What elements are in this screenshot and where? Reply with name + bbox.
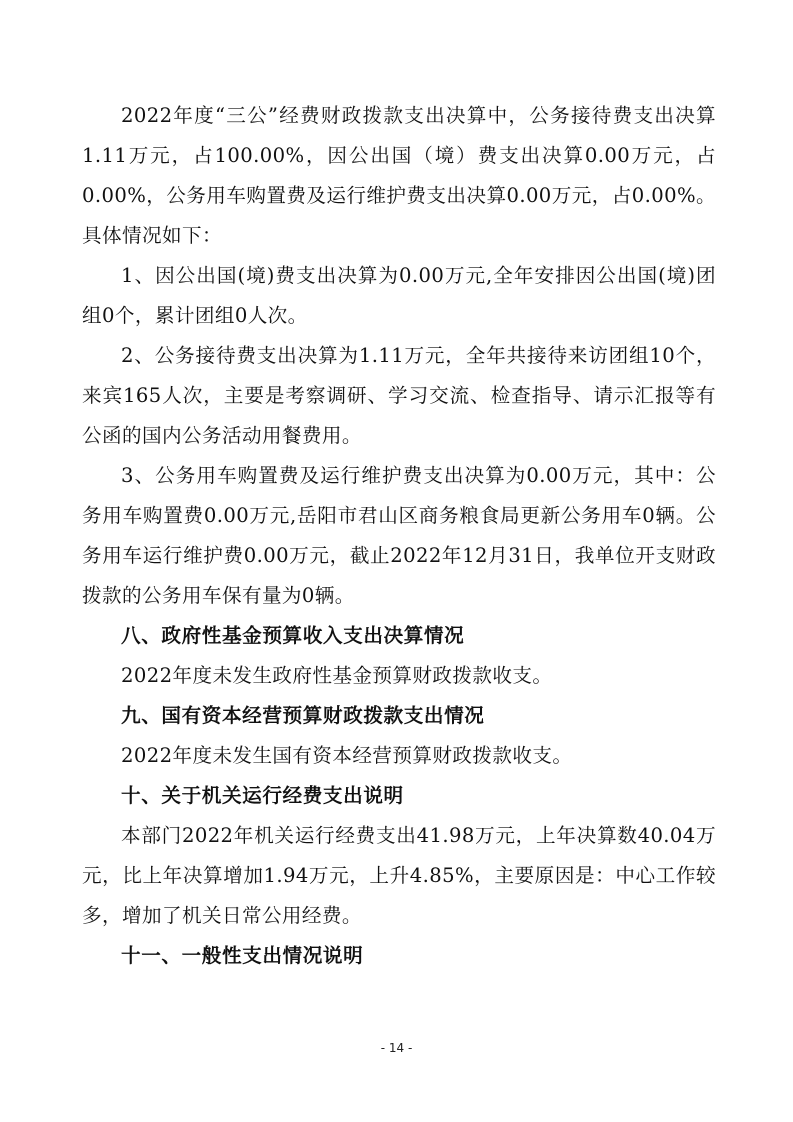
heading-section-8: 八、政府性基金预算收入支出决算情况 <box>121 624 465 647</box>
paragraph-section-10: 本部门2022年机关运行经费支出41.98万元，上年决算数40.04万元，比上年决算增加1.94万元，上升4.85%，主要原因是：中心工作较多，增加了机关日常公用经费。 <box>82 824 716 927</box>
paragraph-reception: 2、公务接待费支出决算为1.11万元，全年共接待来访团组10个，来宾165人次，主要是考察调研、学习交流、检查指导、请示汇报等有公函的国内公务活动用餐费用。 <box>82 344 716 447</box>
heading-section-11: 十一、一般性支出情况说明 <box>121 944 364 967</box>
page-number: - 14 - <box>380 1041 413 1055</box>
heading-section-10: 十、关于机关运行经费支出说明 <box>121 784 404 807</box>
paragraph-official-vehicles: 3、公务用车购置费及运行维护费支出决算为0.00万元，其中：公务用车购置费0.00万元,岳阳市君山区商务粮食局更新公务用车0辆。公务用车运行维护费0.00万元，截止2022年12月31日，我单位开支财政拨款的公务用车保有量为0辆。 <box>82 464 716 607</box>
paragraph-section-9: 2022年度未发生国有资本经营预算财政拨款收支。 <box>121 744 573 767</box>
paragraph-section-8: 2022年度未发生政府性基金预算财政拨款收支。 <box>121 664 553 687</box>
heading-section-9: 九、国有资本经营预算财政拨款支出情况 <box>121 704 485 727</box>
paragraph-sangong-summary: 2022年度“三公”经费财政拨款支出决算中，公务接待费支出决算1.11万元，占100.00%，因公出国（境）费支出决算0.00万元，占0.00%，公务用车购置费及运行维护费支出决算0.00万元，占0.00%。具体情况如下： <box>82 104 716 247</box>
paragraph-overseas-travel: 1、因公出国(境)费支出决算为0.00万元,全年安排因公出国(境)团组0个，累计团组0人次。 <box>82 264 716 327</box>
